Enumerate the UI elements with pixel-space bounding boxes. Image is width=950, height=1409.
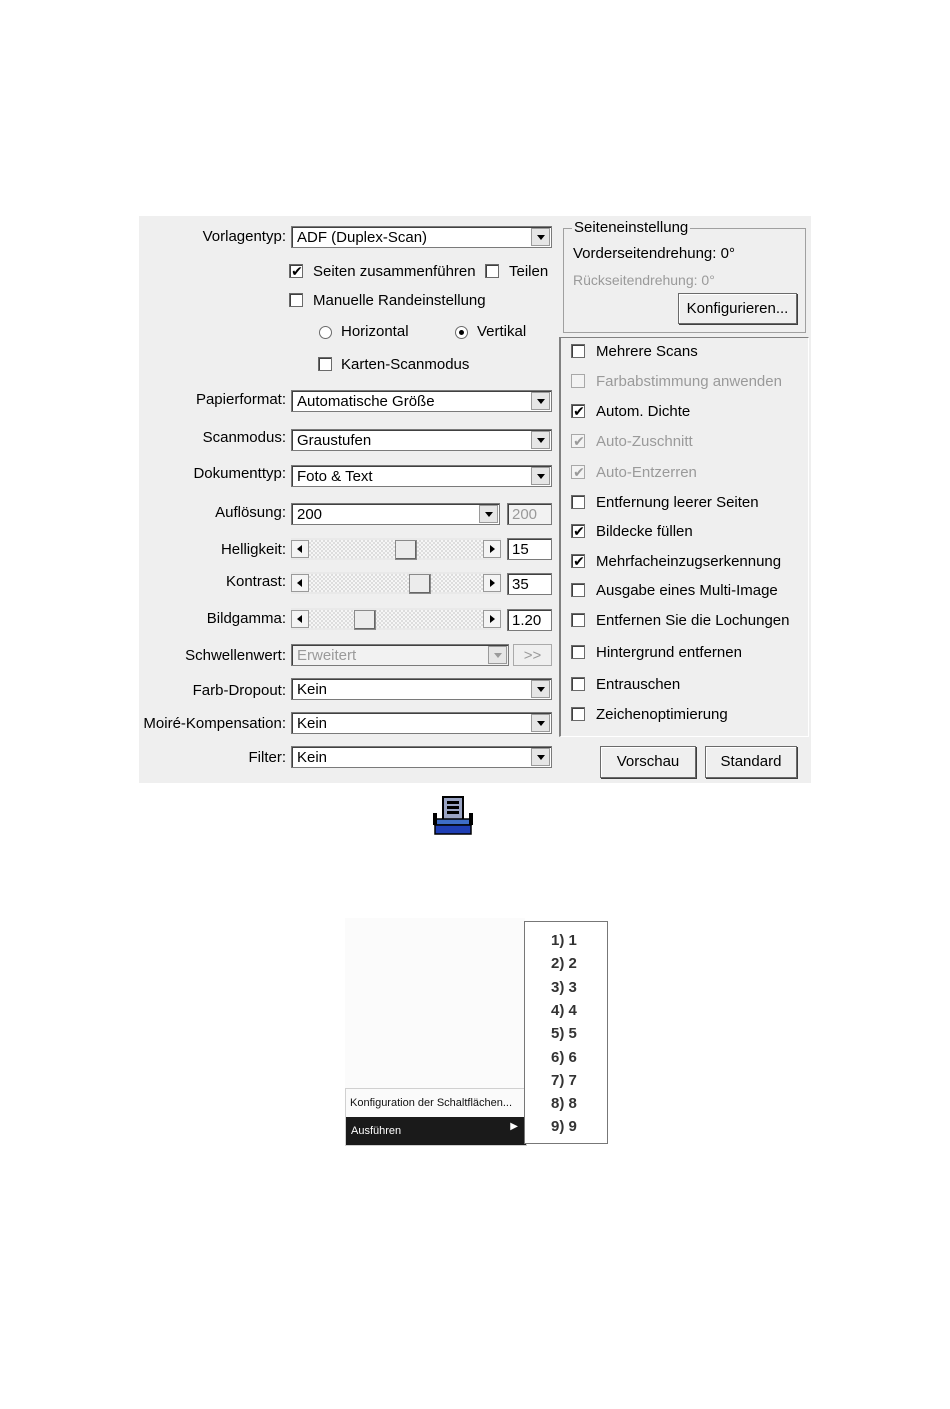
karten-scanmodus-label: Karten-Scanmodus	[341, 356, 470, 373]
menu-item-ausfuehren-label: Ausführen	[351, 1125, 402, 1137]
slider-track[interactable]	[309, 610, 483, 628]
manuelle-randeinstellung-checkbox[interactable]	[289, 293, 303, 307]
chevron-down-icon[interactable]	[531, 714, 550, 732]
checkmark-icon: ✔	[573, 464, 585, 480]
option-checkbox	[571, 434, 585, 448]
menu-item-konfiguration[interactable]: Konfiguration der Schaltflächen...	[350, 1097, 513, 1109]
arrow-right-icon[interactable]	[483, 540, 501, 558]
seiten-zusammenfuehren-checkbox[interactable]	[289, 264, 303, 278]
bildgamma-label: Bildgamma:	[206, 610, 286, 627]
checkmark-icon: ✔	[573, 433, 585, 449]
chevron-down-icon[interactable]	[531, 467, 550, 485]
chevron-down-icon[interactable]	[531, 748, 550, 766]
option-checkbox[interactable]	[571, 707, 585, 721]
konfigurieren-button[interactable]: Konfigurieren...	[678, 293, 797, 324]
slider-thumb[interactable]	[409, 574, 431, 594]
bildgamma-slider[interactable]	[291, 608, 501, 630]
schwellenwert-advanced-button: >>	[513, 644, 552, 666]
submenu-item[interactable]: 2) 2	[551, 955, 577, 973]
submenu-item[interactable]: 6) 6	[551, 1048, 577, 1066]
option-checkbox[interactable]	[571, 583, 585, 597]
option-checkbox[interactable]	[571, 344, 585, 358]
arrow-left-icon[interactable]	[291, 610, 309, 628]
option-label: Entfernung leerer Seiten	[596, 494, 759, 511]
option-checkbox[interactable]	[571, 495, 585, 509]
submenu-item[interactable]: 7) 7	[551, 1071, 577, 1089]
scanner-icon	[432, 795, 474, 837]
checkmark-icon: ✔	[291, 263, 303, 279]
chevron-down-icon[interactable]	[479, 505, 498, 523]
context-menu	[345, 1088, 527, 1146]
option-checkbox[interactable]	[571, 677, 585, 691]
checkmark-icon: ✔	[573, 523, 585, 539]
chevron-down-icon[interactable]	[531, 680, 550, 698]
menu-item-ausfuehren[interactable]	[346, 1117, 526, 1145]
option-checkbox	[571, 465, 585, 479]
farb-dropout-dropdown[interactable]: Kein	[291, 678, 552, 700]
kontrast-value-field[interactable]: 35	[507, 573, 552, 595]
chevron-down-icon[interactable]	[531, 392, 550, 410]
option-label: Autom. Dichte	[596, 403, 691, 420]
scanmodus-dropdown[interactable]: Graustufen	[291, 429, 552, 451]
checkmark-icon: ✔	[573, 553, 585, 569]
option-label: Zeichenoptimierung	[596, 706, 728, 723]
option-label: Farbabstimmung anwenden	[596, 373, 782, 390]
option-label: Bildecke füllen	[596, 523, 693, 540]
vertikal-radio[interactable]	[455, 326, 468, 339]
helligkeit-value-field[interactable]: 15	[507, 538, 552, 560]
seiten-zusammenfuehren-label: Seiten zusammenführen	[313, 263, 476, 280]
farb-dropout-label: Farb-Dropout:	[192, 682, 286, 699]
dokumenttyp-dropdown[interactable]: Foto & Text	[291, 465, 552, 487]
aufloesung-label: Auflösung:	[215, 504, 286, 521]
schwellenwert-dropdown: Erweitert	[291, 644, 509, 666]
option-label: Auto-Zuschnitt	[596, 433, 693, 450]
dokumenttyp-label: Dokumenttyp:	[193, 465, 286, 482]
option-label: Hintergrund entfernen	[596, 644, 742, 661]
kontrast-label: Kontrast:	[225, 573, 286, 590]
papierformat-label: Papierformat:	[195, 391, 286, 408]
manuelle-randeinstellung-label: Manuelle Randeinstellung	[313, 292, 486, 309]
scanner-tray-icon[interactable]	[432, 795, 474, 837]
filter-label: Filter:	[248, 749, 286, 766]
filter-dropdown[interactable]: Kein	[291, 746, 552, 768]
slider-thumb[interactable]	[395, 540, 417, 560]
chevron-down-icon[interactable]	[531, 228, 550, 246]
option-label: Ausgabe eines Multi-Image	[596, 582, 778, 599]
submenu-item[interactable]: 4) 4	[551, 1001, 577, 1019]
teilen-checkbox[interactable]	[485, 264, 499, 278]
karten-scanmodus-checkbox[interactable]	[318, 357, 332, 371]
scanmodus-label: Scanmodus:	[202, 429, 286, 446]
arrow-right-icon[interactable]	[483, 574, 501, 592]
option-checkbox[interactable]	[571, 524, 585, 538]
vorlagentyp-label: Vorlagentyp:	[202, 228, 286, 245]
rueckseitendrehung-text: Rückseitendrehung: 0°	[573, 272, 715, 288]
submenu-item[interactable]: 1) 1	[551, 932, 577, 949]
vorderseitendrehung-text: Vorderseitendrehung: 0°	[573, 245, 735, 262]
option-checkbox[interactable]	[571, 613, 585, 627]
checkmark-icon: ✔	[573, 403, 585, 419]
aufloesung-value-box: 200	[507, 503, 552, 525]
arrow-left-icon[interactable]	[291, 574, 309, 592]
submenu-item[interactable]: 9) 9	[551, 1118, 577, 1136]
option-checkbox[interactable]	[571, 645, 585, 659]
moire-label: Moiré-Kompensation:	[143, 715, 286, 732]
slider-track[interactable]	[309, 574, 483, 592]
vorschau-button[interactable]: Vorschau	[600, 746, 696, 778]
submenu-item[interactable]: 3) 3	[551, 978, 577, 996]
chevron-down-icon	[488, 646, 507, 664]
seiteneinstellung-title: Seiteneinstellung	[574, 219, 689, 236]
arrow-left-icon[interactable]	[291, 540, 309, 558]
helligkeit-slider[interactable]	[291, 538, 501, 560]
standard-button[interactable]: Standard	[705, 746, 797, 778]
teilen-label: Teilen	[509, 263, 549, 280]
option-checkbox	[571, 374, 585, 388]
arrow-right-icon[interactable]	[483, 610, 501, 628]
horizontal-label: Horizontal	[341, 323, 409, 340]
bildgamma-value-field[interactable]: 1.20	[507, 609, 552, 631]
vorlagentyp-dropdown[interactable]: ADF (Duplex-Scan)	[291, 226, 552, 248]
aufloesung-dropdown[interactable]: 200	[291, 503, 500, 525]
submenu	[524, 921, 608, 1144]
moire-dropdown[interactable]: Kein	[291, 712, 552, 734]
option-label: Entfernen Sie die Lochungen	[596, 612, 790, 629]
scan-settings-panel	[139, 216, 811, 783]
chevron-down-icon[interactable]	[531, 431, 550, 449]
schwellenwert-label: Schwellenwert:	[185, 647, 286, 664]
slider-thumb[interactable]	[354, 610, 376, 630]
submenu-arrow-icon: ▶	[510, 1121, 518, 1132]
option-label: Auto-Entzerren	[596, 464, 697, 481]
option-label: Entrauschen	[596, 676, 681, 693]
radio-dot-icon	[459, 330, 464, 335]
desktop-area	[345, 918, 525, 1088]
option-label: Mehrfacheinzugserkennung	[596, 553, 782, 570]
option-checkbox[interactable]	[571, 404, 585, 418]
option-label: Mehrere Scans	[596, 343, 698, 360]
vertikal-label: Vertikal	[477, 323, 527, 340]
papierformat-dropdown[interactable]: Automatische Größe	[291, 390, 552, 412]
option-checkbox[interactable]	[571, 554, 585, 568]
submenu-item[interactable]: 5) 5	[551, 1025, 577, 1043]
horizontal-radio[interactable]	[319, 326, 332, 339]
kontrast-slider[interactable]	[291, 572, 501, 594]
submenu-item[interactable]: 8) 8	[551, 1095, 577, 1113]
helligkeit-label: Helligkeit:	[220, 541, 286, 558]
